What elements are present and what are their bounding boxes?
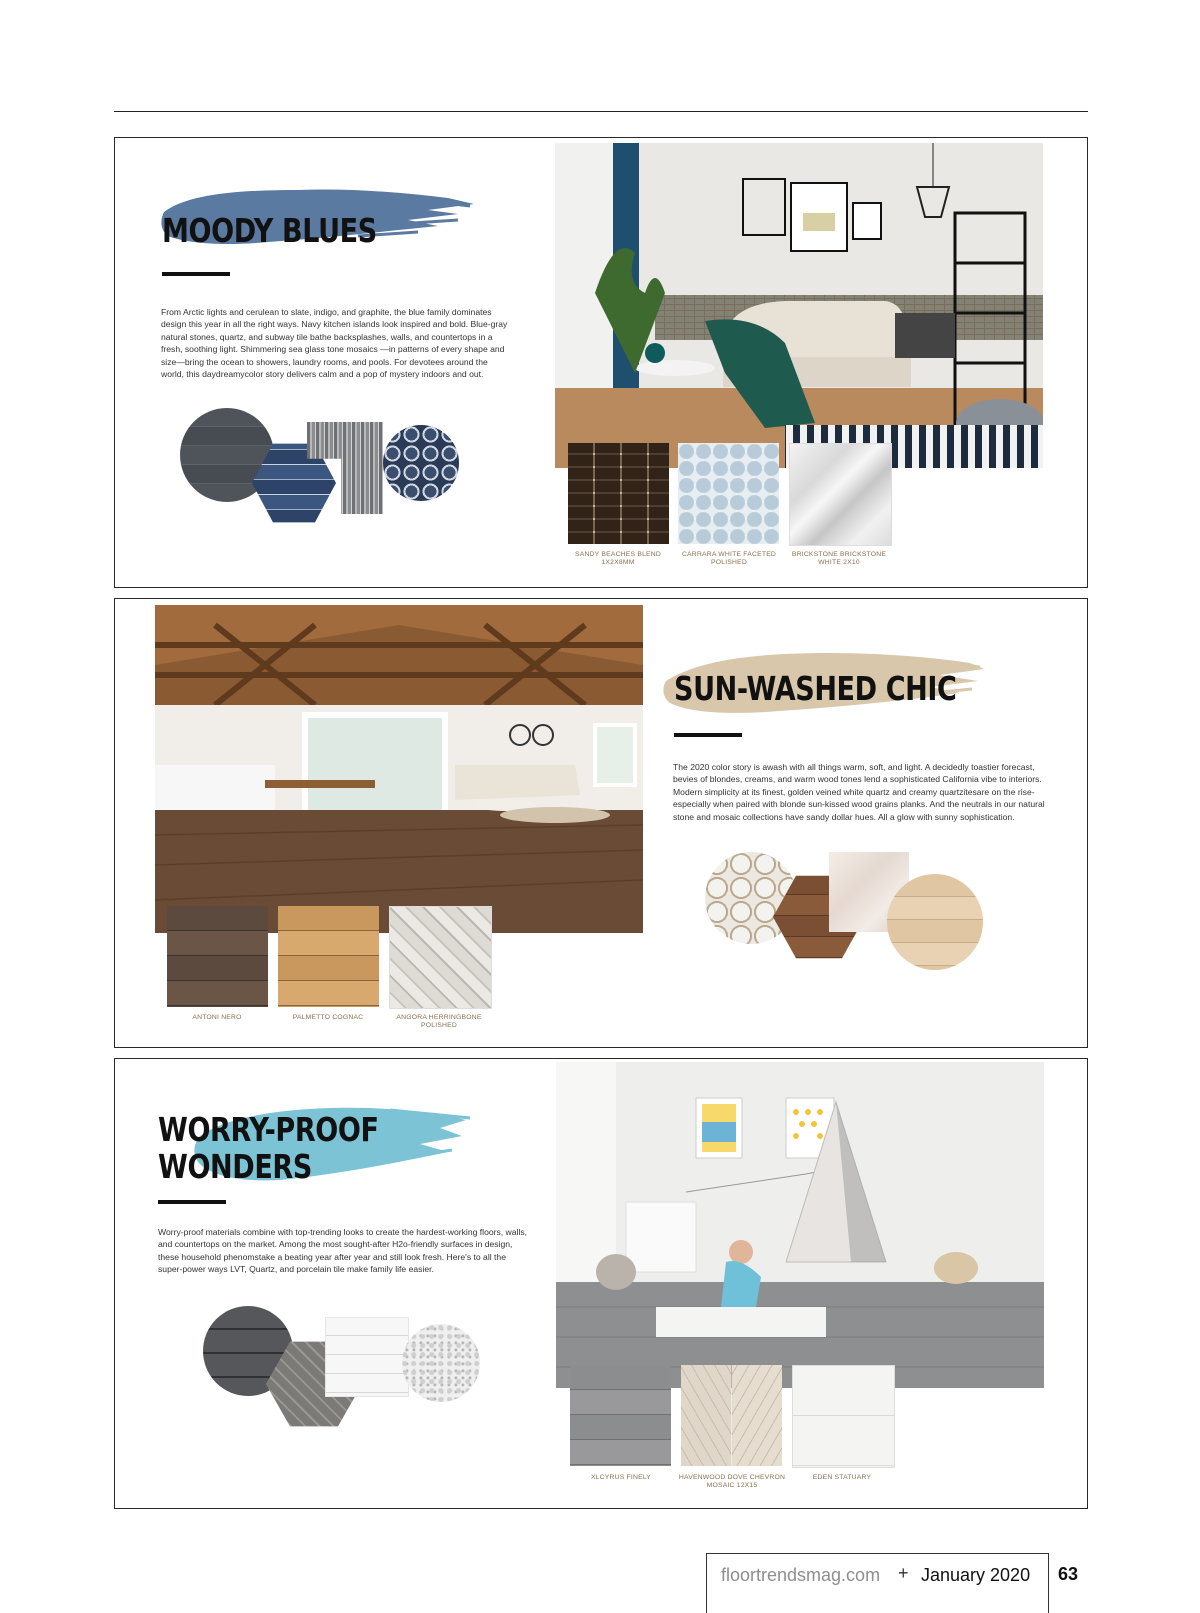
section-title bbox=[158, 1111, 379, 1185]
section-body: The 2020 color story is awash with all things warm, soft, and light. A decidedly toastier forecast, bevies of blondes, creams, and warm wood tones lend a sophisticated California vibe to interiors. Modern simplicity at its finest, golden veined white quartz and creamy quartzitesare on the rise-especially when paired with blonde sun-kissed wood grains planks. And the neutrals in our natural stone and mosaic collections have sandy dollar hues. All a glow with sunny sophistication. bbox=[673, 762, 1045, 822]
footer-site[interactable]: floortrendsmag.com bbox=[721, 1565, 881, 1585]
sandy-beaches-swatch bbox=[568, 443, 669, 544]
section-body: From Arctic lights and cerulean to slate, indigo, and graphite, the blue family dominates design this year in all the right ways. Navy kitchen islands look inspired and bold. Blue-gray natural stones, quartz, and subway tile bathe backsplashes, walls, and countertops in a fresh, soothing light. Shimmering sea glass tone mosaics —in patterns of every shape and size—bring the ocean to showers, laundry rooms, and pools. For devotees around the world, this daydreamycolor story delivers calm and a pop of mystery indoors and out. bbox=[161, 307, 508, 380]
navy-arabesque-circle-tile bbox=[383, 425, 459, 501]
eden-statuary-swatch bbox=[792, 1365, 895, 1468]
title-underline bbox=[674, 733, 742, 737]
brickstone-white-swatch bbox=[789, 443, 892, 546]
footer-separator: + bbox=[898, 1563, 909, 1583]
swatch-caption: XLCYRUS FINELY bbox=[590, 1474, 652, 1481]
xlcyrus-finely-swatch bbox=[570, 1365, 671, 1466]
playroom-photo bbox=[556, 1062, 1044, 1388]
open-plan-interior-photo bbox=[155, 605, 643, 933]
swatch-caption: CARRARA WHITE FACETED POLISHED bbox=[681, 551, 777, 567]
section-body: Worry-proof materials combine with top-trending looks to create the hardest-working floors, walls, and countertops on the market. Among the most sought-after H2o-friendly surfaces in design, these household phenomstake a beating year after year and still look fresh. Here's to all the super-power ways LVT, Quartz, and porcelain tile make family life easier. bbox=[158, 1227, 528, 1275]
page-number: 63 bbox=[1058, 1564, 1079, 1584]
title-underline bbox=[162, 272, 230, 276]
swatch-caption: EDEN STATUARY bbox=[812, 1474, 872, 1481]
section-title: SUN-WASHED CHIC bbox=[674, 669, 957, 708]
carrara-faceted-swatch bbox=[678, 443, 779, 544]
swatch-caption: PALMETTO COGNAC bbox=[292, 1014, 364, 1021]
swatch-caption: HAVENWOOD DOVE CHEVRON MOSAIC 12X15 bbox=[678, 1474, 786, 1490]
swatch-caption: ANGORA HERRINGBONE POLISHED bbox=[396, 1014, 482, 1030]
title-underline bbox=[158, 1200, 226, 1204]
blonde-wood-circle-tile bbox=[887, 874, 983, 970]
palmetto-cognac-swatch bbox=[278, 906, 379, 1007]
section-title-line: WONDERS bbox=[158, 1147, 312, 1186]
white-subway-tile bbox=[325, 1317, 409, 1397]
havenwood-chevron-swatch bbox=[681, 1365, 782, 1466]
swatch-caption: BRICKSTONE BRICKSTONE WHITE 2X10 bbox=[791, 551, 887, 567]
section-title-line: WORRY-PROOF bbox=[158, 1110, 379, 1149]
angora-herringbone-swatch bbox=[389, 906, 492, 1009]
white-quartz-circle-tile bbox=[402, 1324, 480, 1402]
section-title: MOODY BLUES bbox=[162, 211, 377, 250]
living-room-photo bbox=[555, 143, 1043, 468]
footer-date: January 2020 bbox=[921, 1565, 1031, 1585]
swatch-caption: SANDY BEACHES BLEND 1X2X8MM bbox=[574, 551, 662, 567]
top-rule bbox=[114, 111, 1088, 112]
swatch-caption: ANTONI NERO bbox=[192, 1014, 242, 1021]
antoni-nero-swatch bbox=[167, 906, 268, 1007]
